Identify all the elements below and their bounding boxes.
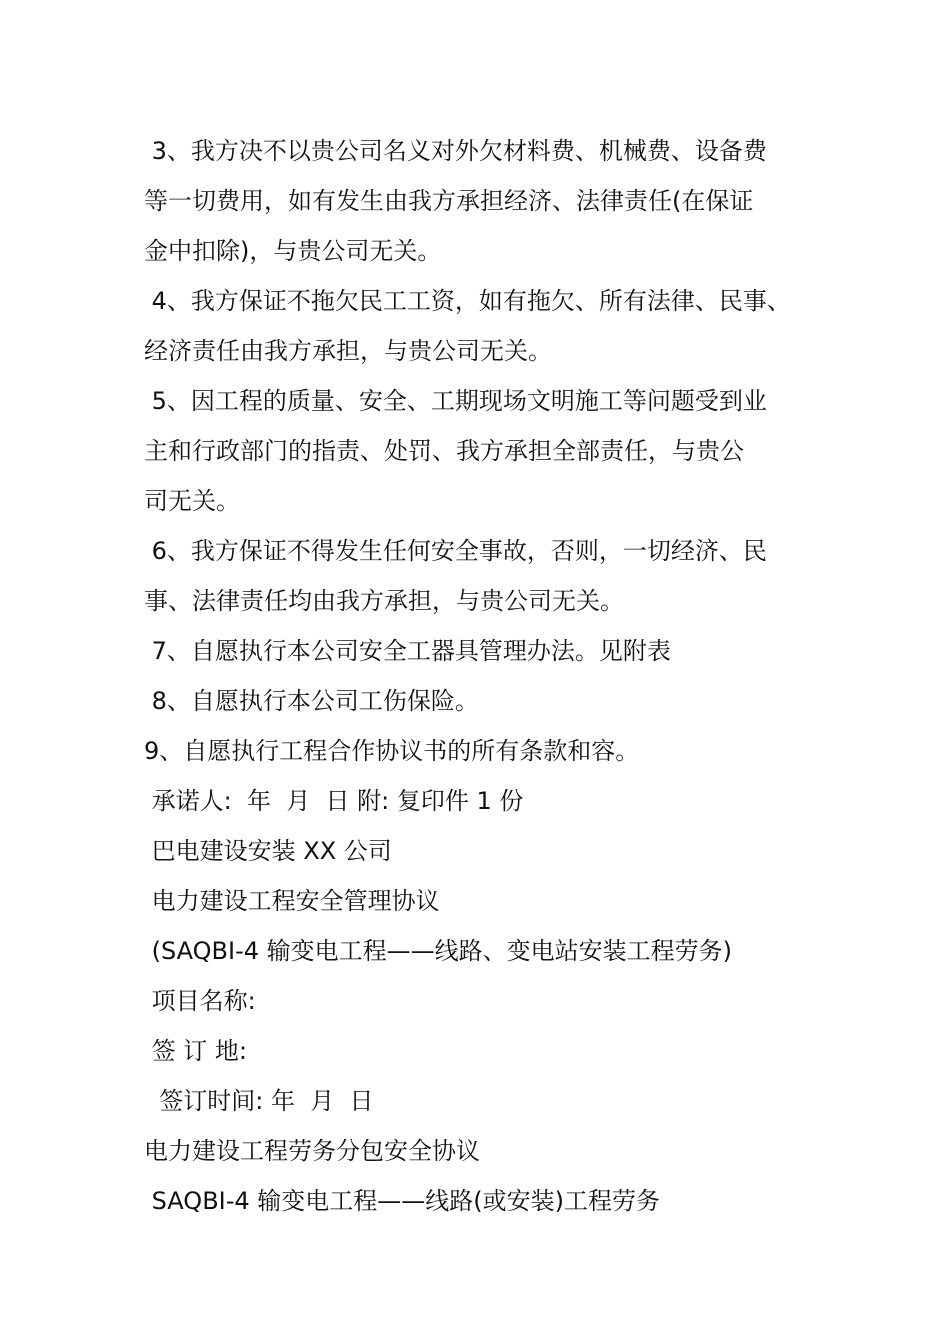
clause-6-line-1: 6、我方保证不得发生任何安全事故，否则，一切经济、民: [144, 537, 767, 565]
clause-6-line-2: 事、法律责任均由我方承担，与贵公司无关。: [144, 587, 624, 615]
clause-8: 8、自愿执行本公司工伤保险。: [144, 687, 479, 715]
subcontract-title: 电力建设工程劳务分包安全协议: [144, 1137, 480, 1165]
clause-4-line-1: 4、我方保证不拖欠民工工资，如有拖欠、所有法律、民事、: [144, 287, 791, 315]
agreement-title: 电力建设工程安全管理协议: [144, 887, 440, 915]
clause-7: 7、自愿执行本公司安全工器具管理办法。见附表: [144, 637, 671, 665]
clause-9: 9、自愿执行工程合作协议书的所有条款和容。: [144, 737, 640, 765]
signing-time-field: 签订时间: 年 月 日: [144, 1087, 374, 1115]
clause-5-line-3: 司无关。: [144, 487, 240, 515]
clause-5-line-1: 5、因工程的质量、安全、工期现场文明施工等问题受到业: [144, 387, 767, 415]
signing-place-field: 签 订 地:: [144, 1037, 247, 1065]
agreement-subtitle: (SAQBI-4 输变电工程——线路、变电站安装工程劳务): [144, 937, 733, 965]
signature-line: 承诺人: 年 月 日 附: 复印件 1 份: [144, 787, 524, 815]
project-name-field: 项目名称:: [144, 987, 256, 1015]
clause-3-line-2: 等一切费用，如有发生由我方承担经济、法律责任(在保证: [144, 187, 754, 215]
subcontract-subtitle: SAQBI-4 输变电工程——线路(或安装)工程劳务: [144, 1187, 661, 1215]
clause-3-line-3: 金中扣除)，与贵公司无关。: [144, 237, 442, 265]
clause-5-line-2: 主和行政部门的指责、处罚、我方承担全部责任，与贵公: [144, 437, 744, 465]
clause-3-line-1: 3、我方决不以贵公司名义对外欠材料费、机械费、设备费: [144, 137, 767, 165]
clause-4-line-2: 经济责任由我方承担，与贵公司无关。: [144, 337, 552, 365]
company-name: 巴电建设安装 XX 公司: [144, 837, 392, 865]
